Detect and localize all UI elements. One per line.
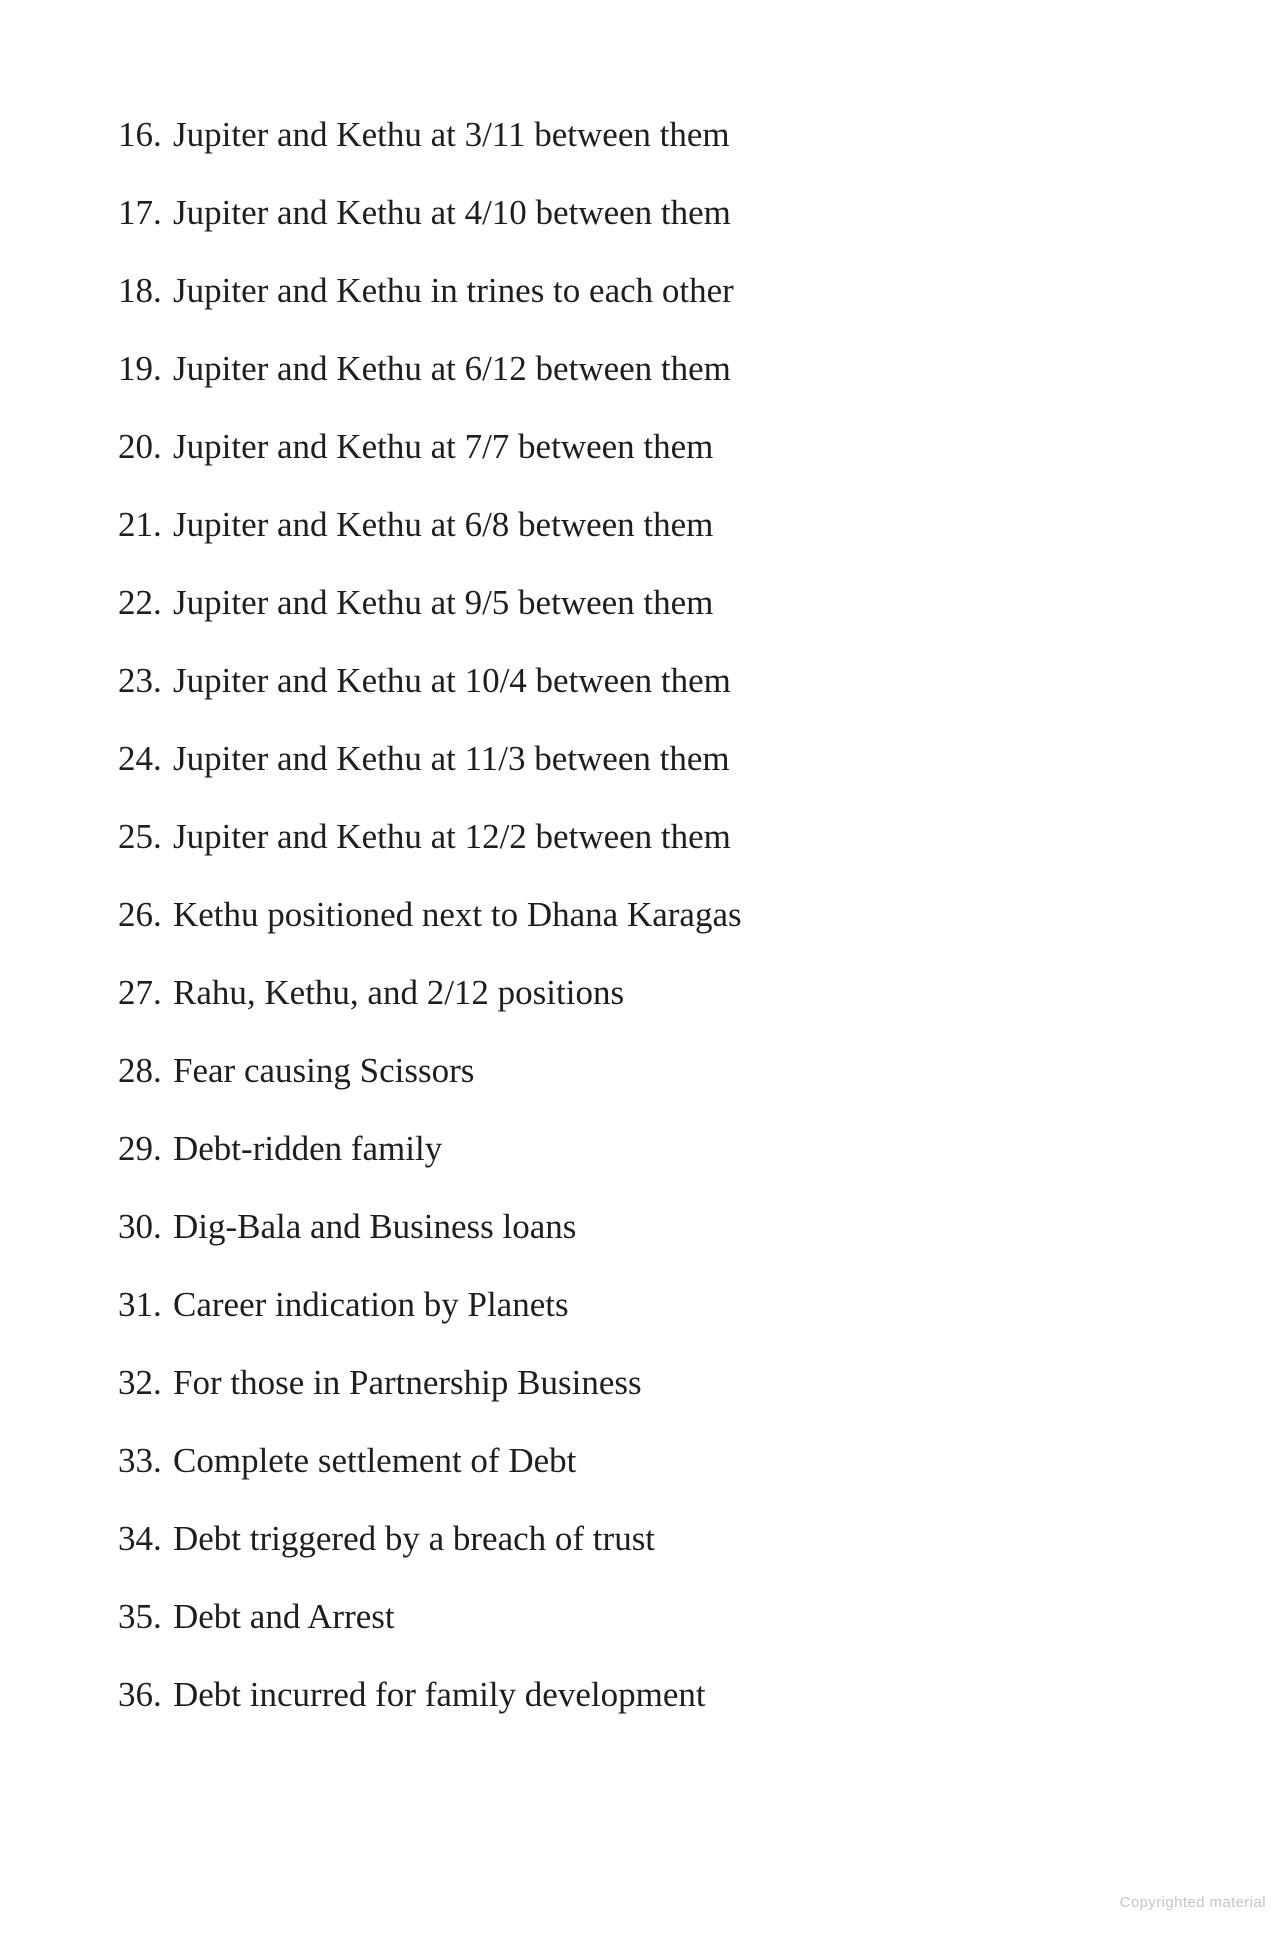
toc-item-label: Jupiter and Kethu at 11/3 between them [173,739,730,778]
toc-item-label: Jupiter and Kethu at 6/8 between them [173,505,714,544]
toc-item [118,1204,742,1249]
copyright-watermark: Copyrighted material [1119,1894,1266,1911]
toc-item [118,190,742,235]
toc-item [118,424,742,469]
toc-item [118,1282,742,1327]
toc-item-label: Debt-ridden family [173,1129,443,1168]
toc-item-number: 23. [118,661,162,700]
toc-item [118,346,742,391]
toc-item-label: Debt incurred for family development [173,1675,706,1714]
toc-item-label: Jupiter and Kethu at 6/12 between them [173,349,731,388]
toc-item [118,112,742,157]
toc-item [118,1438,742,1483]
toc-item-label: Fear causing Scissors [173,1051,475,1090]
toc-item-number: 28. [118,1051,162,1090]
toc-item-number: 16. [118,115,162,154]
toc-item [118,1672,742,1717]
toc-item [118,970,742,1015]
toc-item-number: 31. [118,1285,162,1324]
toc-item-number: 32. [118,1363,162,1402]
toc-item [118,1594,742,1639]
toc-item-number: 29. [118,1129,162,1168]
toc-item-label: Jupiter and Kethu in trines to each other [173,271,734,310]
toc-list [118,112,742,1717]
toc-item [118,892,742,937]
toc-item [118,580,742,625]
toc-item-number: 36. [118,1675,162,1714]
toc-item-number: 21. [118,505,162,544]
toc-item-number: 22. [118,583,162,622]
toc-item-number: 27. [118,973,162,1012]
toc-item-label: Rahu, Kethu, and 2/12 positions [173,973,625,1012]
toc-item [118,268,742,313]
toc-item-label: For those in Partnership Business [173,1363,642,1402]
toc-item [118,658,742,703]
toc-item-number: 25. [118,817,162,856]
toc-item-number: 26. [118,895,162,934]
toc-item-label: Jupiter and Kethu at 3/11 between them [173,115,730,154]
toc-item-number: 17. [118,193,162,232]
toc-item-number: 35. [118,1597,162,1636]
toc-item-label: Jupiter and Kethu at 10/4 between them [173,661,731,700]
toc-item [118,502,742,547]
toc-item [118,1516,742,1561]
toc-item [118,736,742,781]
toc-item [118,1360,742,1405]
toc-item-number: 24. [118,739,162,778]
toc-item-number: 20. [118,427,162,466]
toc-item-label: Jupiter and Kethu at 9/5 between them [173,583,714,622]
toc-item [118,1048,742,1093]
toc-item [118,1126,742,1171]
toc-item-number: 18. [118,271,162,310]
toc-item-label: Complete settlement of Debt [173,1441,577,1480]
toc-item-number: 34. [118,1519,162,1558]
toc-item-number: 19. [118,349,162,388]
toc-item-label: Debt and Arrest [173,1597,395,1636]
toc-item-label: Dig-Bala and Business loans [173,1207,577,1246]
toc-item-label: Jupiter and Kethu at 7/7 between them [173,427,714,466]
toc-item-label: Debt triggered by a breach of trust [173,1519,656,1558]
toc-item-label: Jupiter and Kethu at 12/2 between them [173,817,731,856]
toc-item-label: Kethu positioned next to Dhana Karagas [173,895,742,934]
toc-item-number: 30. [118,1207,162,1246]
toc-item-label: Jupiter and Kethu at 4/10 between them [173,193,731,232]
toc-item-number: 33. [118,1441,162,1480]
toc-item-label: Career indication by Planets [173,1285,569,1324]
toc-item [118,814,742,859]
